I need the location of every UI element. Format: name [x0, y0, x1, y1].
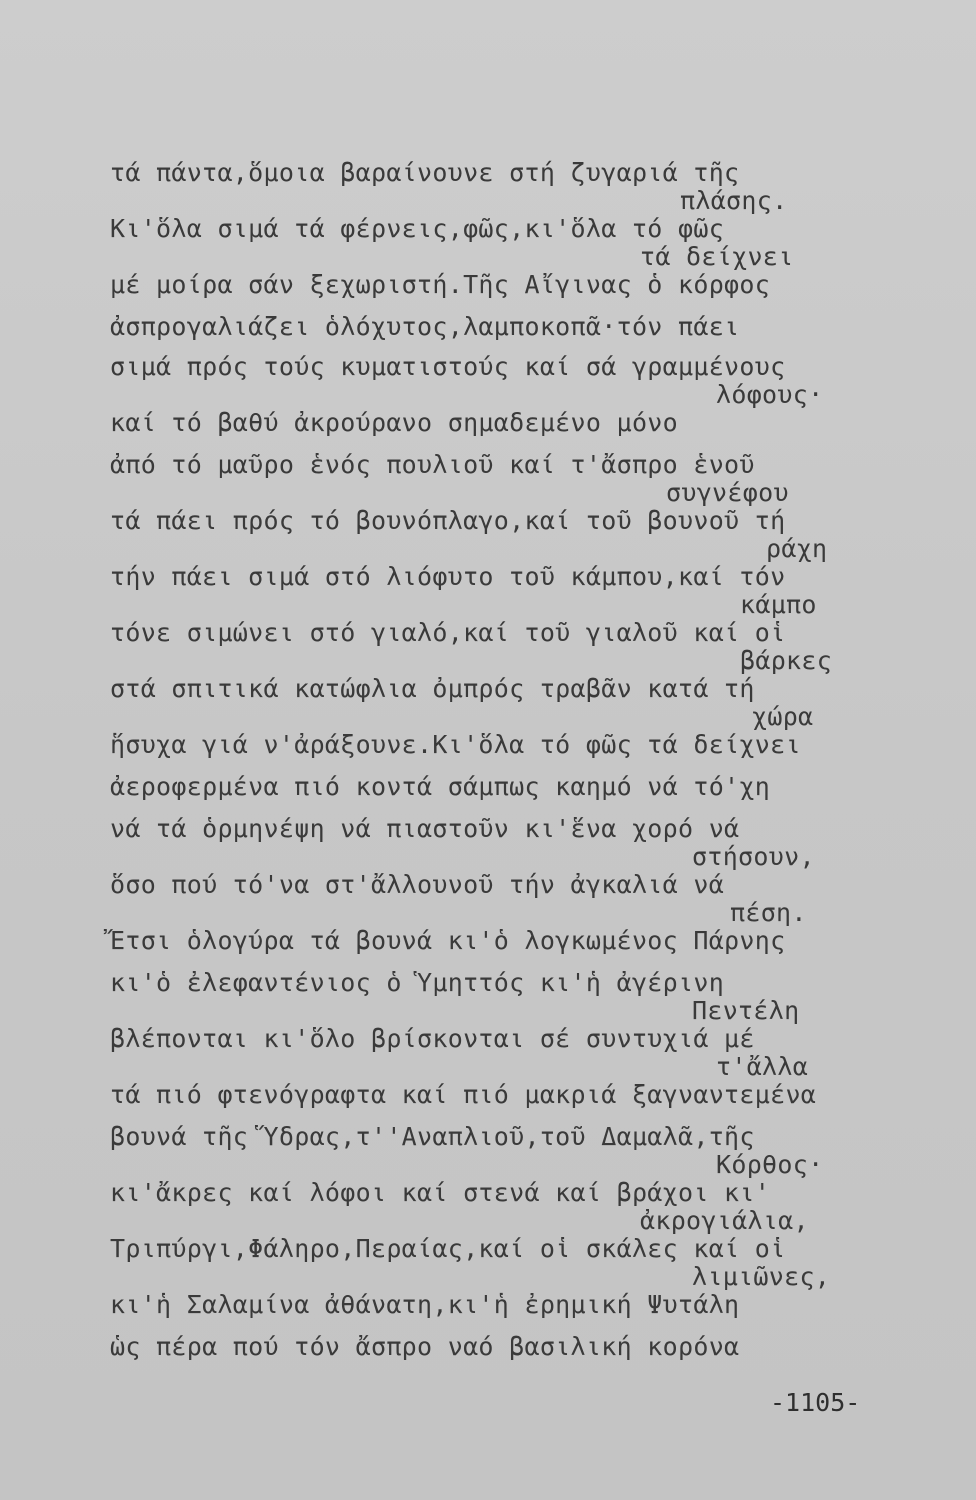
- text-line: κι'ἄκρες καί λόφοι καί στενά καί βράχοι κι': [110, 1178, 771, 1207]
- text-line: πλάσης.: [680, 186, 788, 215]
- text-line: ἀσπρογαλιάζει ὁλόχυτος,λαμποκοπᾶ·τόν πάει: [110, 312, 740, 341]
- text-line: βουνά τῆς Ὕδρας,τ''Αναπλιοῦ,τοῦ Δαμαλᾶ,τῆς: [110, 1122, 755, 1151]
- text-line: τά πάει πρός τό βουνόπλαγο,καί τοῦ βουνοῦ τή: [110, 506, 786, 535]
- text-line: τήν πάει σιμά στό λιόφυτο τοῦ κάμπου,καί τόν: [110, 562, 786, 591]
- text-line: κι'ἡ Σαλαμίνα ἀθάνατη,κι'ἡ ἐρημική Ψυτάλη: [110, 1290, 740, 1319]
- text-line: Κι'ὅλα σιμά τά φέρνεις,φῶς,κι'ὅλα τό φῶς: [110, 214, 725, 243]
- text-line: βλέπονται κι'ὅλο βρίσκονται σέ συντυχιά μέ: [110, 1024, 755, 1053]
- text-line: βάρκες: [740, 646, 833, 675]
- text-line: ἥσυχα γιά ν'ἀράξουνε.Κι'ὅλα τό φῶς τά δείχνει: [110, 730, 801, 759]
- text-line: τά πάντα,ὅμοια βαραίνουνε στή ζυγαριά τῆς: [110, 158, 740, 187]
- text-line: ράχη: [766, 534, 828, 563]
- text-line: στήσουν,: [692, 842, 815, 871]
- text-line: Κόρθος·: [716, 1150, 824, 1179]
- text-line: Τριπύργι,Φάληρο,Περαίας,καί οἱ σκάλες καί οἱ: [110, 1234, 786, 1263]
- text-line: καί τό βαθύ ἀκρούρανο σημαδεμένο μόνο: [110, 408, 678, 437]
- text-line: κάμπο: [740, 590, 817, 619]
- page-number: -1105-: [770, 1388, 861, 1417]
- text-line: πέση.: [730, 898, 807, 927]
- text-line: ὡς πέρα πού τόν ἄσπρο ναό βασιλική κορόνα: [110, 1332, 740, 1361]
- text-line: σιμά πρός τούς κυματιστούς καί σά γραμμένους: [110, 352, 786, 381]
- text-line: Ἔτσι ὁλογύρα τά βουνά κι'ὁ λογκωμένος Πάρνης: [110, 926, 786, 955]
- text-line: τά δείχνει: [640, 242, 794, 271]
- text-line: λιμιῶνες,: [692, 1262, 831, 1291]
- text-line: νά τά ὁρμηνέψη νά πιαστοῦν κι'ἕνα χορό νά: [110, 814, 740, 843]
- text-line: τ'ἄλλα: [716, 1052, 809, 1081]
- text-line: λόφους·: [716, 380, 824, 409]
- text-line: Πεντέλη: [692, 996, 800, 1025]
- text-line: κι'ὁ ἐλεφαντένιος ὁ Ὑμηττός κι'ἡ ἀγέρινη: [110, 968, 725, 997]
- text-line: ἀκρογιάλια,: [640, 1206, 809, 1235]
- text-line: χώρα: [752, 702, 814, 731]
- text-line: ἀπό τό μαῦρο ἑνός πουλιοῦ καί τ'ἄσπρο ἑνοῦ: [110, 450, 755, 479]
- text-line: τά πιό φτενόγραφτα καί πιό μακριά ξαγναντεμένα: [110, 1080, 817, 1109]
- text-line: ὅσο πού τό'να στ'ἄλλουνοῦ τήν ἀγκαλιά νά: [110, 870, 725, 899]
- text-line: στά σπιτικά κατώφλια ὀμπρός τραβᾶν κατά τή: [110, 674, 755, 703]
- text-line: συγνέφου: [666, 478, 789, 507]
- text-line: τόνε σιμώνει στό γιαλό,καί τοῦ γιαλοῦ καί οἱ: [110, 618, 786, 647]
- text-line: μέ μοίρα σάν ξεχωριστή.Τῆς Αἴγινας ὁ κόρφος: [110, 270, 771, 299]
- text-line: ἀεροφερμένα πιό κοντά σάμπως καημό νά τό'χη: [110, 772, 771, 801]
